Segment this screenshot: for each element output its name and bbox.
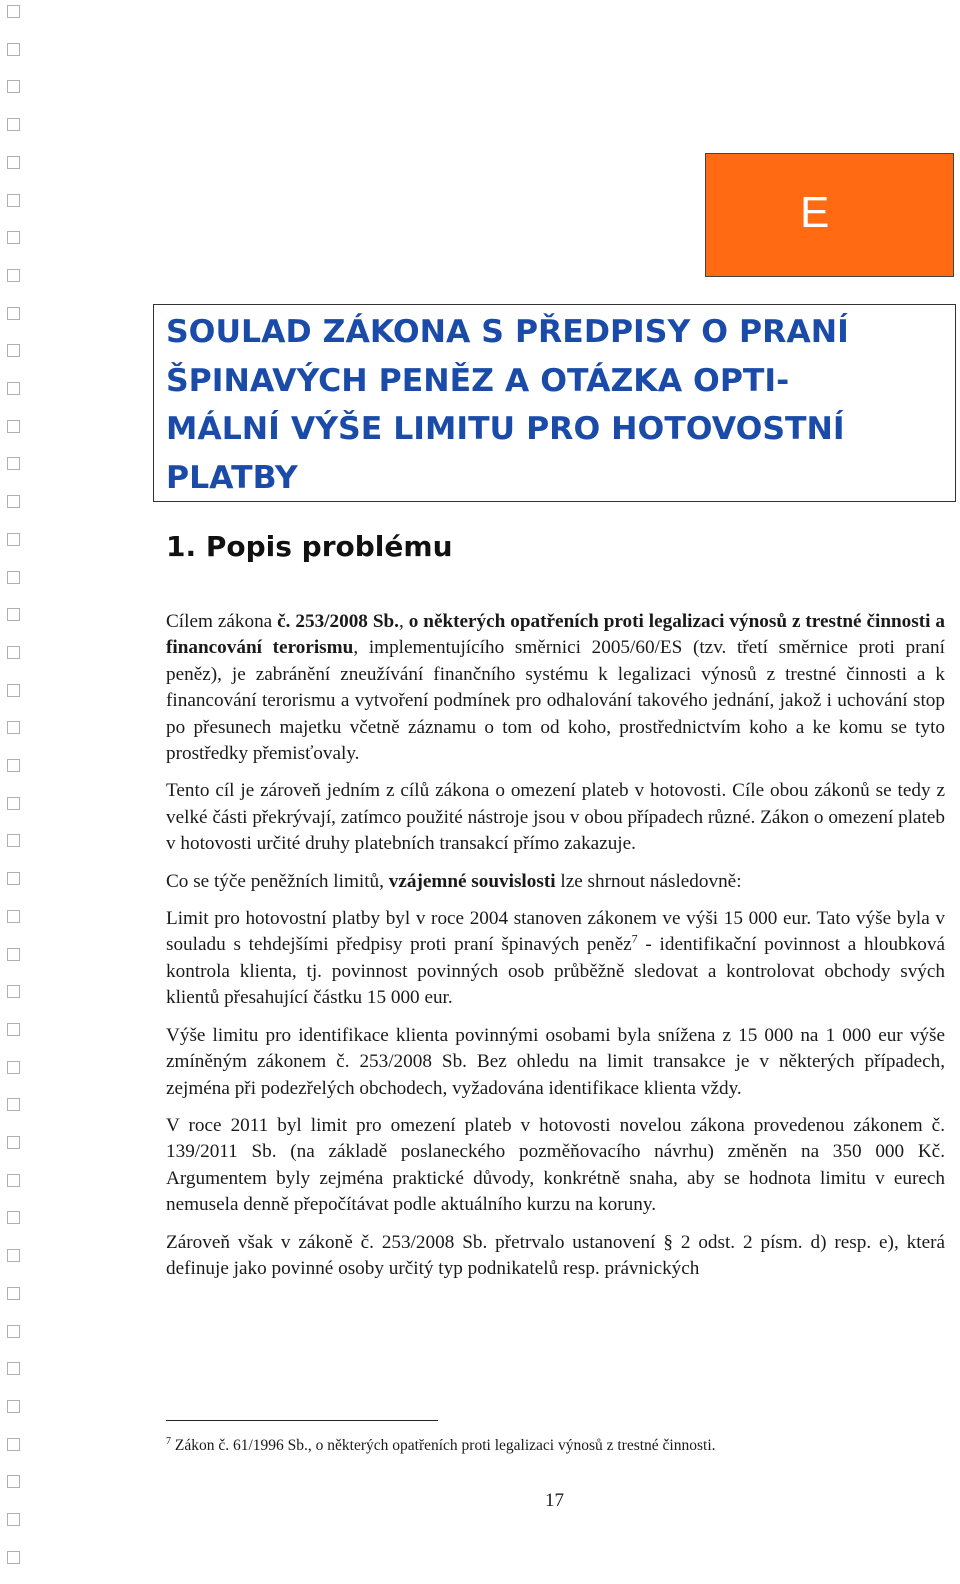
margin-checkbox xyxy=(7,834,20,847)
paragraph-4-text-b: - identifikační povinnost a hloubková kontrola klienta, tj. povinnost povinných osob průběžně sledovat a kontrolovat obchody svých klientů přesahující částku 15 000 eur. xyxy=(166,934,945,1009)
section-heading: 1. Popis problému xyxy=(166,530,453,563)
margin-checkbox xyxy=(7,721,20,734)
margin-checkbox xyxy=(7,1098,20,1111)
margin-checkbox xyxy=(7,608,20,621)
paragraph-4 xyxy=(166,906,945,1012)
margin-checkbox xyxy=(7,910,20,923)
margin-checkbox xyxy=(7,269,20,282)
paragraph-3-text-c: lze shrnout následovně: xyxy=(555,870,742,892)
margin-checkbox xyxy=(7,194,20,207)
margin-checkbox xyxy=(7,344,20,357)
margin-checkbox xyxy=(7,1136,20,1149)
margin-checkbox xyxy=(7,797,20,810)
margin-checkbox xyxy=(7,1400,20,1413)
margin-checkbox xyxy=(7,985,20,998)
margin-checkbox-column xyxy=(7,0,21,1584)
margin-checkbox xyxy=(7,231,20,244)
margin-checkbox xyxy=(7,1551,20,1564)
footnote-rule xyxy=(166,1420,438,1421)
body-text xyxy=(166,609,945,1293)
margin-checkbox xyxy=(7,1174,20,1187)
margin-checkbox xyxy=(7,5,20,18)
margin-checkbox xyxy=(7,1023,20,1036)
margin-checkbox xyxy=(7,1362,20,1375)
chapter-title: SOULAD ZÁKONA S PŘEDPISY O PRANÍ ŠPINAVÝCH PENĚZ A OTÁZKA OPTI- MÁLNÍ VÝŠE LIMITU PRO HOTOVOSTNÍ PLATBY xyxy=(166,314,849,496)
page-number: 17 xyxy=(545,1490,564,1511)
margin-checkbox xyxy=(7,1513,20,1526)
margin-checkbox xyxy=(7,759,20,772)
footnote-text: Zákon č. 61/1996 Sb., o některých opatřeních proti legalizaci výnosů z trestné činnosti. xyxy=(171,1437,716,1455)
paragraph-1-text-e: , implementujícího směrnici 2005/60/ES (tzv. třetí směrnice proti praní peněz), je zabránění zneužívání finančního systému k legalizaci výnosů z trestné činnosti a k financování terorismu a vytvoření podmínek pro odhalování takového jednání, jakož i uchování stop po přesunech majetku včetně záznamu o tom od koho, prostřednictvím koho a ke komu se tyto prostředky přemisťovaly. xyxy=(166,637,945,765)
margin-checkbox xyxy=(7,43,20,56)
law-title: o některých opatřeních proti legalizaci výnosů z trestné činnosti a financování terorismu xyxy=(166,611,945,659)
paragraph-3-emphasis: vzájemné souvislosti xyxy=(388,870,556,892)
margin-checkbox xyxy=(7,684,20,697)
margin-checkbox xyxy=(7,307,20,320)
paragraph-6: V roce 2011 byl limit pro omezení plateb v hotovosti novelou zákona provedenou zákonem č. 139/2011 Sb. (na základě poslaneckého pozměňovacího návrhu) změněn na 350 000 Kč. Argumentem byly zejména praktické důvody, konkrétně snaha, aby se hodnota limitu v eurech nemusela denně přepočítávat podle aktuálního kurzu na koruny. xyxy=(166,1114,945,1216)
margin-checkbox xyxy=(7,118,20,131)
law-reference: č. 253/2008 Sb. xyxy=(277,611,399,632)
margin-checkbox xyxy=(7,1061,20,1074)
paragraph-3-text-a: Co se týče peněžních limitů, xyxy=(166,870,389,892)
section-letter: E xyxy=(800,188,830,237)
paragraph-1-text-a: Cílem zákona xyxy=(166,611,278,632)
paragraph-3 xyxy=(166,869,945,895)
footnote-number: 7 xyxy=(166,1436,171,1447)
margin-checkbox xyxy=(7,872,20,885)
paragraph-1 xyxy=(166,609,945,767)
margin-checkbox xyxy=(7,382,20,395)
section-tab xyxy=(705,153,954,277)
margin-checkbox xyxy=(7,80,20,93)
margin-checkbox xyxy=(7,1325,20,1338)
margin-checkbox xyxy=(7,948,20,961)
paragraph-1-text-c: , xyxy=(398,611,409,632)
footnote xyxy=(166,1432,716,1456)
margin-checkbox xyxy=(7,156,20,169)
paragraph-7: Zároveň však v zákoně č. 253/2008 Sb. přetrvalo ustanovení § 2 odst. 2 písm. d) resp. e), která definuje jako povinné osoby určitý typ podnikatelů resp. právnických xyxy=(166,1231,945,1279)
paragraph-4-text-a: Limit pro hotovostní platby byl v roce 2004 stanoven zákonem ve výši 15 000 eur. Tato výše byla v souladu s tehdejšími předpisy proti praní špinavých peněz xyxy=(166,908,945,956)
paragraph-5: Výše limitu pro identifikace klienta povinnými osobami byla snížena z 15 000 na 1 000 eur výše zmíněným zákonem č. 253/2008 Sb. Bez ohledu na limit transakce je v některých případech, zejména při podezřelých obchodech, vyžadována identifikace klienta vždy. xyxy=(166,1024,945,1099)
margin-checkbox xyxy=(7,1211,20,1224)
margin-checkbox xyxy=(7,1249,20,1262)
margin-checkbox xyxy=(7,1287,20,1300)
margin-checkbox xyxy=(7,646,20,659)
paragraph-2: Tento cíl je zároveň jedním z cílů zákona o omezení plateb v hotovosti. Cíle obou zákonů se tedy z velké části překrývají, zatímco použité nástroje jsou v obou případech různé. Zákon o omezení plateb v hotovosti určité druhy platebních transakcí přímo zakazuje. xyxy=(166,780,945,855)
margin-checkbox xyxy=(7,1475,20,1488)
margin-checkbox xyxy=(7,420,20,433)
margin-checkbox xyxy=(7,457,20,470)
margin-checkbox xyxy=(7,495,20,508)
footnote-reference: 7 xyxy=(631,932,638,947)
margin-checkbox xyxy=(7,1438,20,1451)
margin-checkbox xyxy=(7,533,20,546)
margin-checkbox xyxy=(7,571,20,584)
